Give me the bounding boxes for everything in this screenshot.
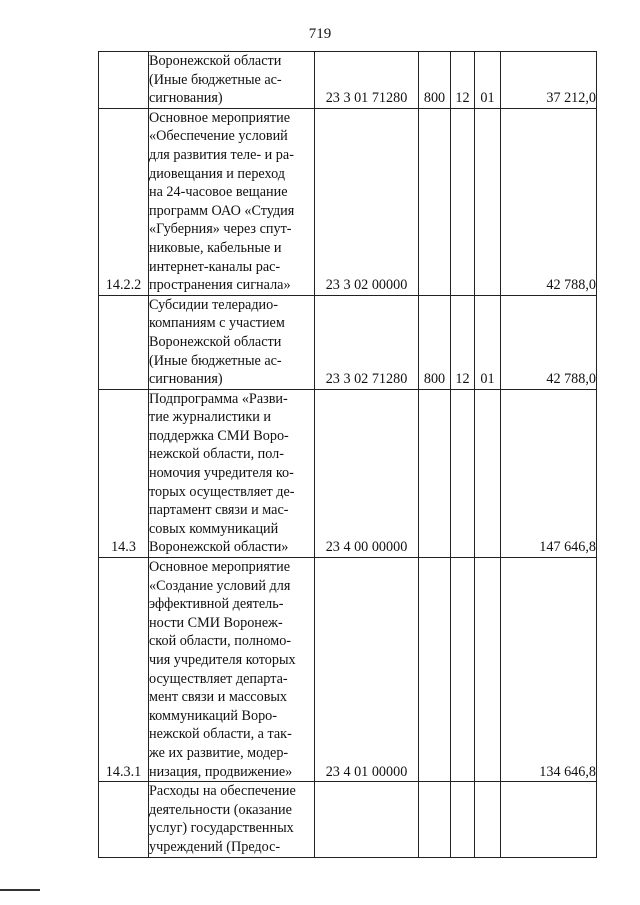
row-name-text: Основное мероприятие «Обеспечение условий для развития теле- и ра- диовещания и переход на 24-часовое вещание программ ОАО «Студия «Губерния» через спут- никовые, кабельные и интернет-каналы рас- пространения сигнала» [149, 109, 295, 294]
table-row [99, 52, 597, 109]
row-vr [419, 108, 451, 295]
row-rz [451, 108, 475, 295]
row-amount: 42 788,0 [501, 108, 597, 295]
row-vr [419, 782, 451, 857]
row-rz: 12 [451, 52, 475, 109]
row-pr [475, 782, 501, 857]
row-code: 23 3 02 00000 [315, 108, 419, 295]
table-row [99, 558, 597, 782]
row-vr [419, 389, 451, 557]
row-vr: 800 [419, 295, 451, 389]
row-amount: 147 646,8 [501, 389, 597, 557]
row-number: 14.3 [99, 389, 149, 557]
row-rz [451, 389, 475, 557]
row-name [149, 389, 315, 557]
row-pr [475, 558, 501, 782]
row-amount: 134 646,8 [501, 558, 597, 782]
row-pr [475, 108, 501, 295]
row-number [99, 52, 149, 109]
table-row [99, 295, 597, 389]
row-name [149, 782, 315, 857]
row-name [149, 52, 315, 109]
row-rz [451, 782, 475, 857]
row-number [99, 295, 149, 389]
row-name [149, 295, 315, 389]
row-name-text: Подпрограмма «Разви- тие журналистики и поддержка СМИ Воро- нежской области, пол- номочия учредителя ко- торых осуществляет де- партамент связи и мас- совых коммуникаций Воронежской области» [149, 390, 295, 556]
row-name-text: Субсидии телерадио- компаниям с участием Воронежской области (Иные бюджетные ас- сигнования) [149, 296, 285, 388]
row-pr [475, 389, 501, 557]
row-pr: 01 [475, 295, 501, 389]
row-name [149, 558, 315, 782]
table-row [99, 389, 597, 557]
row-name-text: Основное мероприятие «Создание условий для эффективной деятель- ности СМИ Воронеж- ской области, полномо- чия учредителя которых осуществляет департа- мент связи и массовых коммуникаций Воро- нежской области, а так- же их развитие, модер- низация, продвижение» [149, 559, 296, 780]
table-row [99, 782, 597, 857]
row-vr [419, 558, 451, 782]
row-name-text: Расходы на обеспечение деятельности (оказание услуг) государственных учреждений (Предос- [149, 783, 296, 855]
row-rz: 12 [451, 295, 475, 389]
row-amount: 37 212,0 [501, 52, 597, 109]
row-vr: 800 [419, 52, 451, 109]
row-number [99, 782, 149, 857]
row-code: 23 4 01 00000 [315, 558, 419, 782]
budget-table [98, 51, 597, 858]
table-row [99, 108, 597, 295]
row-number: 14.3.1 [99, 558, 149, 782]
row-amount [501, 782, 597, 857]
scan-edge-mark [0, 889, 40, 891]
row-code: 23 3 01 71280 [315, 52, 419, 109]
page-number: 719 [308, 26, 332, 42]
row-code: 23 4 00 00000 [315, 389, 419, 557]
row-code [315, 782, 419, 857]
row-name [149, 108, 315, 295]
row-rz [451, 558, 475, 782]
row-code: 23 3 02 71280 [315, 295, 419, 389]
row-name-text: Воронежской области (Иные бюджетные ас- сигнования) [149, 53, 282, 107]
row-number: 14.2.2 [99, 108, 149, 295]
row-pr: 01 [475, 52, 501, 109]
row-amount: 42 788,0 [501, 295, 597, 389]
